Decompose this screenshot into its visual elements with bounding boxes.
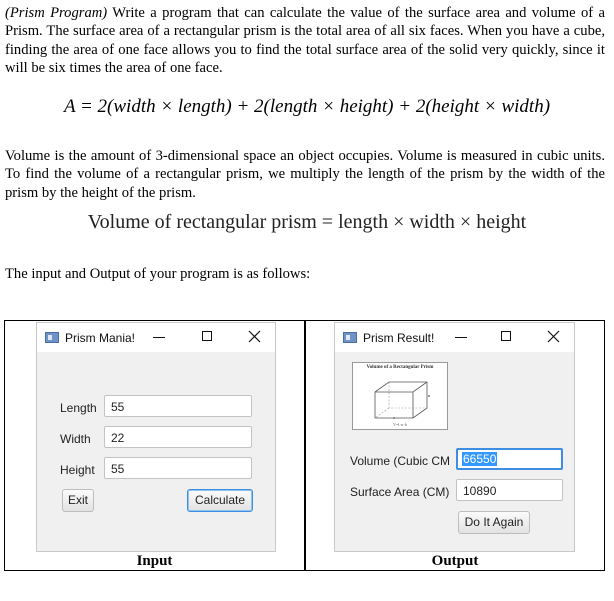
surface-area-formula: A = 2(width × length) + 2(length × height) + 2(height × width) xyxy=(63,96,551,117)
minimize-icon[interactable] xyxy=(452,327,472,347)
input-panel xyxy=(4,320,305,571)
width-label: Width xyxy=(60,432,91,446)
volume-value: 66550 xyxy=(463,452,497,466)
title-bar[interactable] xyxy=(335,323,574,352)
window-title: Prism Mania! xyxy=(65,331,136,345)
maximize-icon[interactable] xyxy=(198,327,218,347)
do-it-again-button[interactable]: Do It Again xyxy=(458,511,530,534)
minimize-icon[interactable] xyxy=(150,327,170,347)
volume-formula: Volume of rectangular prism = length × width × height xyxy=(87,211,527,233)
prism-diagram-icon xyxy=(369,374,433,422)
intro-text: Write a program that can calculate the value of the surface area and volume of a Prism. The surface area of a rectangular prism is the total area of all six faces. When you have a cube, finding the area of one face allows you to find the total surface area of the solid very quickly, since it will be six times the area of one face. xyxy=(5,5,605,76)
volume-label: Volume (Cubic CM xyxy=(350,454,451,468)
surface-area-label: Surface Area (CM) xyxy=(350,485,450,499)
window-title: Prism Result! xyxy=(363,331,435,345)
prism-diagram xyxy=(352,362,448,430)
close-icon[interactable] xyxy=(245,327,265,347)
prism-result-window xyxy=(334,322,575,552)
output-caption: Output xyxy=(431,553,479,569)
length-label: Length xyxy=(60,401,97,415)
intro-paragraph xyxy=(5,4,605,77)
exit-button[interactable]: Exit xyxy=(62,489,94,512)
maximize-icon[interactable] xyxy=(497,327,517,347)
output-panel xyxy=(305,320,605,571)
volume-output[interactable] xyxy=(456,448,563,470)
io-paragraph: The input and Output of your program is as follows: xyxy=(5,266,311,282)
surface-area-output[interactable]: 10890 xyxy=(456,479,563,501)
diagram-title: Volume of a Rectangular Prism xyxy=(366,365,434,370)
width-input[interactable]: 22 xyxy=(104,426,252,448)
prism-mania-window xyxy=(36,322,276,552)
close-icon[interactable] xyxy=(544,327,564,347)
app-icon xyxy=(45,332,59,343)
title-bar[interactable] xyxy=(37,323,275,352)
input-caption: Input xyxy=(136,553,173,569)
calculate-button[interactable]: Calculate xyxy=(187,489,253,512)
intro-label: (Prism Program) xyxy=(5,5,108,21)
height-label: Height xyxy=(60,463,95,477)
app-icon xyxy=(343,332,357,343)
diagram-caption: V=l·w·h xyxy=(393,422,407,427)
length-input[interactable]: 55 xyxy=(104,395,252,417)
height-input[interactable]: 55 xyxy=(104,457,252,479)
volume-paragraph: Volume is the amount of 3-dimensional space an object occupies. Volume is measured in cubic units. To find the volume of a rectangular prism, we multiply the length of the prism by the width of the prism by the height of the prism. xyxy=(5,148,605,201)
